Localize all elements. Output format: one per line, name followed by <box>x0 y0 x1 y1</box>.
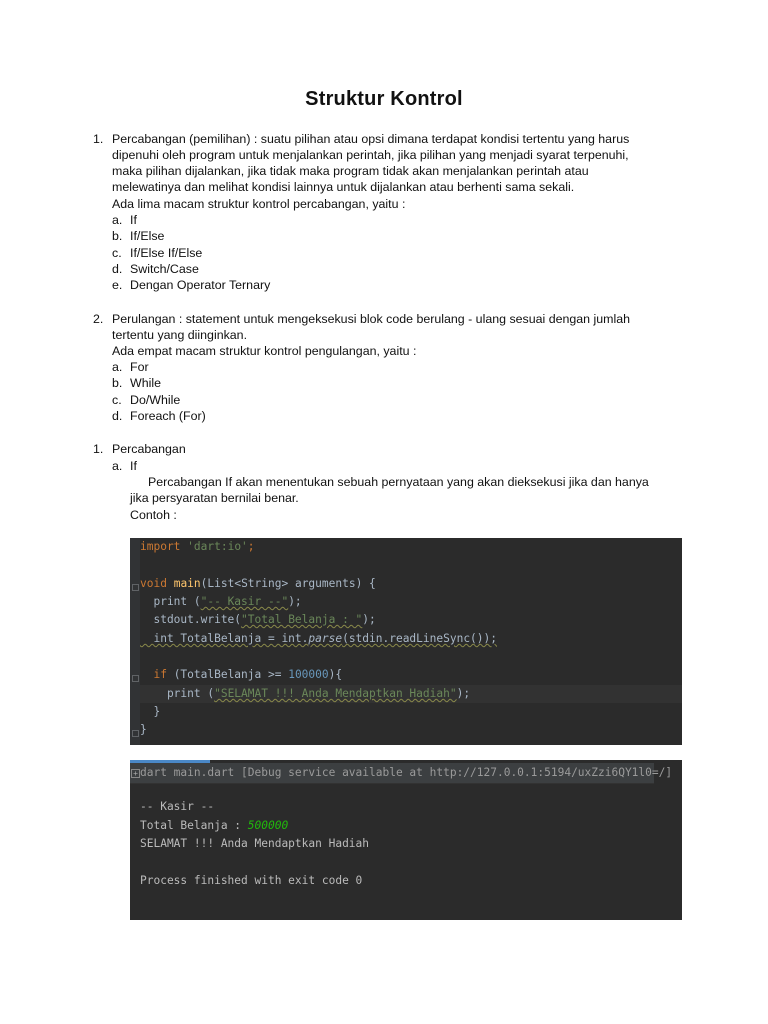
list-letter: e. <box>112 278 123 292</box>
subsection-title: If <box>130 459 137 473</box>
list-item: If/Else If/Else <box>130 246 203 260</box>
editor-gutter <box>130 538 140 745</box>
paragraph-line: jika persyaratan bernilai benar. <box>130 491 299 505</box>
fold-icon <box>132 584 139 591</box>
list-item: For <box>130 360 149 374</box>
code-line: if (TotalBelanja >= 100000){ <box>140 668 343 681</box>
paragraph-line: Perulangan : statement untuk mengeksekusi blok code berulang - ulang sesuai dengan jumlah <box>112 312 630 326</box>
paragraph-line: melewatinya dan melihat kondisi lainnya untuk dijalankan atau berhenti sama sekali. <box>112 180 575 194</box>
list-letter: b. <box>112 229 123 243</box>
code-line: print ("SELAMAT !!! Anda Mendaptkan Hadiah"); <box>140 687 471 700</box>
console-output-image <box>130 760 682 920</box>
list-number: 1. <box>93 442 104 456</box>
paragraph-line: Percabangan If akan menentukan sebuah pernyataan yang akan dieksekusi jika dan hanya <box>148 475 649 489</box>
list-letter: d. <box>112 409 123 423</box>
code-line: stdout.write("Total Belanja : "); <box>140 613 376 626</box>
list-item: Switch/Case <box>130 262 199 276</box>
list-item: If/Else <box>130 229 165 243</box>
console-header <box>130 763 673 784</box>
list-letter: b. <box>112 376 123 390</box>
paragraph-line: dipenuhi oleh program untuk menjalankan perintah, jika pilihan yang menjadi syarat terpenuhi, <box>112 148 629 162</box>
console-input-value: 500000 <box>247 819 289 832</box>
code-line: void main(List<String> arguments) { <box>140 577 376 590</box>
list-number: 1. <box>93 132 104 146</box>
paragraph-line: maka pilihan dijalankan, jika tidak maka program tidak akan menjalankan perintah atau <box>112 164 589 178</box>
paragraph-line: Ada empat macam struktur kontrol pengulangan, yaitu : <box>112 344 417 358</box>
paragraph-line: Ada lima macam struktur kontrol percabangan, yaitu : <box>112 197 406 211</box>
page-title: Struktur Kontrol <box>305 88 463 110</box>
list-letter: a. <box>112 360 123 374</box>
list-item: Foreach (For) <box>130 409 206 423</box>
list-item: Do/While <box>130 393 181 407</box>
console-line: SELAMAT !!! Anda Mendaptkan Hadiah <box>140 837 370 850</box>
example-label: Contoh : <box>130 508 177 522</box>
code-line: } <box>140 705 161 718</box>
paragraph-line: tertentu yang diinginkan. <box>112 328 248 342</box>
list-letter: a. <box>112 459 123 473</box>
code-line: import 'dart:io'; <box>140 540 255 553</box>
expand-icon: + <box>131 769 140 778</box>
list-letter: d. <box>112 262 123 276</box>
console-line: Total Belanja : 500000 <box>140 819 289 832</box>
list-number: 2. <box>93 312 104 326</box>
list-item: While <box>130 376 161 390</box>
console-command: dart main.dart [Debug service available at http://127.0.0.1:5194/uxZzi6QY1l0=/] <box>140 766 673 779</box>
list-letter: a. <box>112 213 123 227</box>
list-letter: c. <box>112 246 122 260</box>
code-line: print ("-- Kasir --"); <box>140 595 302 608</box>
console-line: -- Kasir -- <box>140 800 215 813</box>
code-line: } <box>140 723 147 736</box>
list-item: If <box>130 213 137 227</box>
console-line: Process finished with exit code 0 <box>140 874 363 887</box>
list-letter: c. <box>112 393 122 407</box>
fold-icon <box>132 675 139 682</box>
code-editor-image <box>130 538 682 745</box>
paragraph-line: Percabangan (pemilihan) : suatu pilihan atau opsi dimana terdapat kondisi tertentu yang harus <box>112 132 630 146</box>
fold-icon <box>132 730 139 737</box>
code-line: int TotalBelanja = int.parse(stdin.readLineSync()); <box>140 632 497 645</box>
section-heading: Percabangan <box>112 442 186 456</box>
list-item: Dengan Operator Ternary <box>130 278 271 292</box>
